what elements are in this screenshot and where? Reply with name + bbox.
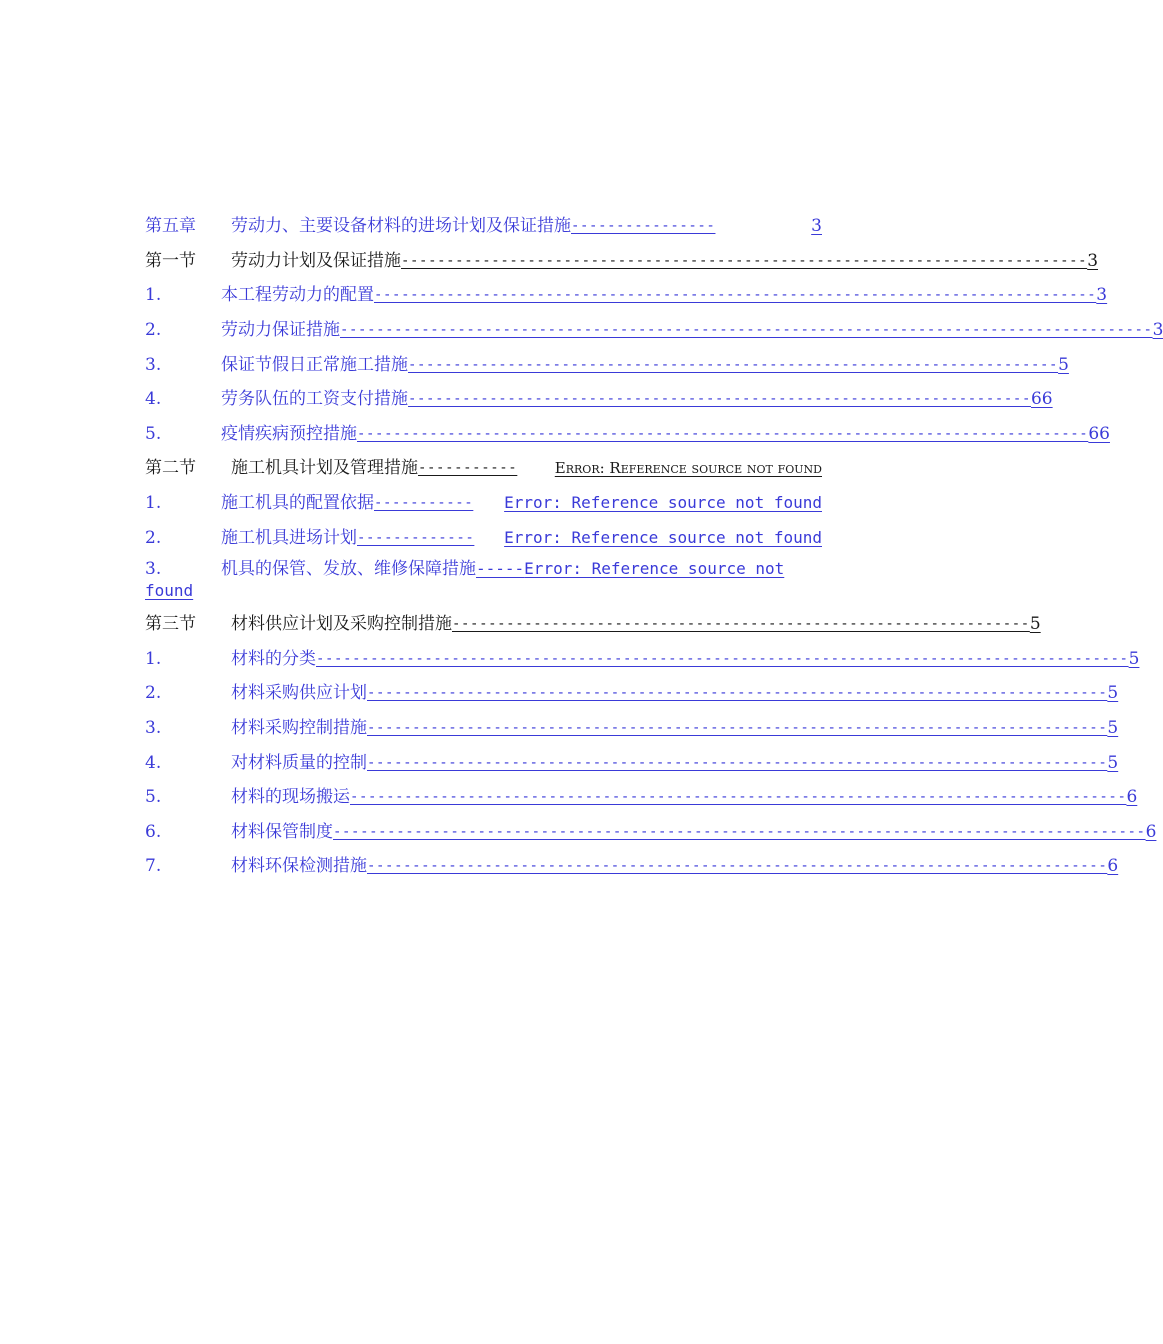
dot-leader: -------------------------------------------------------------------------------------- (350, 789, 1127, 806)
dot-leader: ---------------------------------------------------------------- (452, 616, 1030, 633)
item-number: 3. (145, 718, 162, 739)
item-title: 本工程劳动力的配置 (221, 285, 374, 306)
page-number: 5 (1029, 614, 1041, 635)
dot-leader: ----- (476, 558, 525, 578)
page-number: 5 (1107, 718, 1119, 739)
item-number: 4. (145, 389, 162, 410)
dot-leader: ----------- (418, 460, 518, 477)
item-number: 1. (145, 285, 162, 306)
item-title: 材料保管制度 (231, 821, 333, 842)
page-number: 3 (1152, 320, 1163, 341)
toc-item[interactable] (145, 347, 1069, 382)
toc-item[interactable] (145, 382, 1053, 417)
dot-leader: ------------------------------------------------------------------------------------------ (333, 823, 1146, 840)
toc-item[interactable] (145, 849, 1119, 884)
page-number: 66 (1030, 389, 1053, 410)
page-number: 6 (1126, 787, 1138, 808)
dot-leader: ---------------------------------------------------------------------------------- (367, 754, 1108, 771)
toc-item[interactable] (145, 278, 1108, 313)
item-number: 2. (145, 527, 162, 548)
item-number: 3. (145, 354, 162, 375)
item-number: 5. (145, 423, 162, 444)
item-title: 对材料质量的控制 (231, 752, 367, 773)
dot-leader: ---------------------------------------------------------------------------------- (367, 858, 1108, 875)
page-number: 5 (1107, 752, 1119, 773)
toc-item[interactable] (145, 676, 1119, 711)
toc-item[interactable] (145, 745, 1119, 780)
item-title: 劳动力保证措施 (221, 320, 340, 341)
item-title: 疫情疾病预控措施 (221, 423, 357, 444)
dot-leader: ------------------------------------------------------------------------------------------ (316, 650, 1129, 667)
dot-leader: -------------------------------------------------------------------------------- (374, 287, 1097, 304)
section-title: 材料供应计划及采购控制措施 (231, 614, 452, 635)
reference-error: Error: Reference source not found (504, 527, 822, 547)
item-number: 1. (145, 648, 162, 669)
dot-leader: --------------------------------------------------------------------- (408, 391, 1031, 408)
item-title: 保证节假日正常施工措施 (221, 354, 408, 375)
dot-leader: ---------------------------------------------------------------------------- (401, 252, 1088, 269)
toc-item[interactable] (145, 417, 1110, 452)
item-title: 施工机具进场计划 (221, 527, 357, 548)
toc-item[interactable] (145, 520, 822, 555)
item-number: 3. (145, 558, 162, 579)
dot-leader: ----------- (374, 495, 474, 512)
section-title: 劳动力计划及保证措施 (231, 250, 401, 271)
toc-item[interactable] (145, 555, 822, 607)
reference-error: Error: Reference source not found (145, 558, 785, 600)
toc-section-2[interactable] (145, 451, 822, 486)
toc-item[interactable] (145, 486, 822, 521)
page-number: 6 (1107, 856, 1119, 877)
reference-error: Error: Reference source not found (554, 459, 822, 478)
item-title: 材料环保检测措施 (231, 856, 367, 877)
item-number: 5. (145, 787, 162, 808)
dot-leader: ---------------------------------------------------------------------------------- (367, 685, 1108, 702)
table-of-contents (145, 209, 1163, 884)
toc-item[interactable] (145, 780, 1138, 815)
toc-chapter-5[interactable] (145, 209, 822, 244)
item-title: 机具的保管、发放、维修保障措施 (221, 558, 476, 579)
page-number: 6 (1145, 821, 1157, 842)
item-title: 材料采购供应计划 (231, 683, 367, 704)
toc-item[interactable] (145, 313, 1163, 348)
section-title: 施工机具计划及管理措施 (231, 458, 418, 479)
section-number: 第三节 (145, 614, 196, 635)
section-number: 第二节 (145, 458, 196, 479)
item-title: 施工机具的配置依据 (221, 493, 374, 514)
item-number: 1. (145, 493, 162, 514)
page-number: 3 (811, 216, 822, 237)
toc-section-3[interactable] (145, 607, 1041, 642)
item-title: 材料采购控制措施 (231, 718, 367, 739)
item-number: 2. (145, 320, 162, 341)
page-number: 3 (1087, 250, 1099, 271)
toc-section-1[interactable] (145, 244, 1099, 279)
reference-error: Error: Reference source not found (504, 493, 822, 513)
page-number: 5 (1107, 683, 1119, 704)
dot-leader: ------------------------------------------------------------------------------------------ (340, 322, 1153, 339)
chapter-title: 劳动力、主要设备材料的进场计划及保证措施 (231, 216, 571, 237)
toc-item[interactable] (145, 711, 1119, 746)
page-number: 5 (1128, 648, 1140, 669)
dot-leader: ------------------------------------------------------------------------ (408, 356, 1059, 373)
dot-leader: ---------------------------------------------------------------------------------- (367, 720, 1108, 737)
toc-item[interactable] (145, 642, 1140, 677)
item-number: 7. (145, 856, 162, 877)
page-number: 66 (1088, 423, 1110, 444)
chapter-number: 第五章 (145, 216, 196, 237)
item-title: 劳务队伍的工资支付措施 (221, 389, 408, 410)
item-number: 2. (145, 683, 162, 704)
item-number: 4. (145, 752, 162, 773)
item-number: 6. (145, 821, 162, 842)
item-title: 材料的现场搬运 (231, 787, 350, 808)
toc-item[interactable] (145, 815, 1157, 850)
section-number: 第一节 (145, 250, 196, 271)
page-number: 5 (1058, 354, 1069, 375)
page-number: 3 (1096, 285, 1108, 306)
dot-leader: ---------------- (571, 218, 716, 235)
item-title: 材料的分类 (231, 648, 316, 669)
dot-leader: --------------------------------------------------------------------------------- (357, 425, 1089, 442)
dot-leader: ------------- (357, 529, 475, 546)
